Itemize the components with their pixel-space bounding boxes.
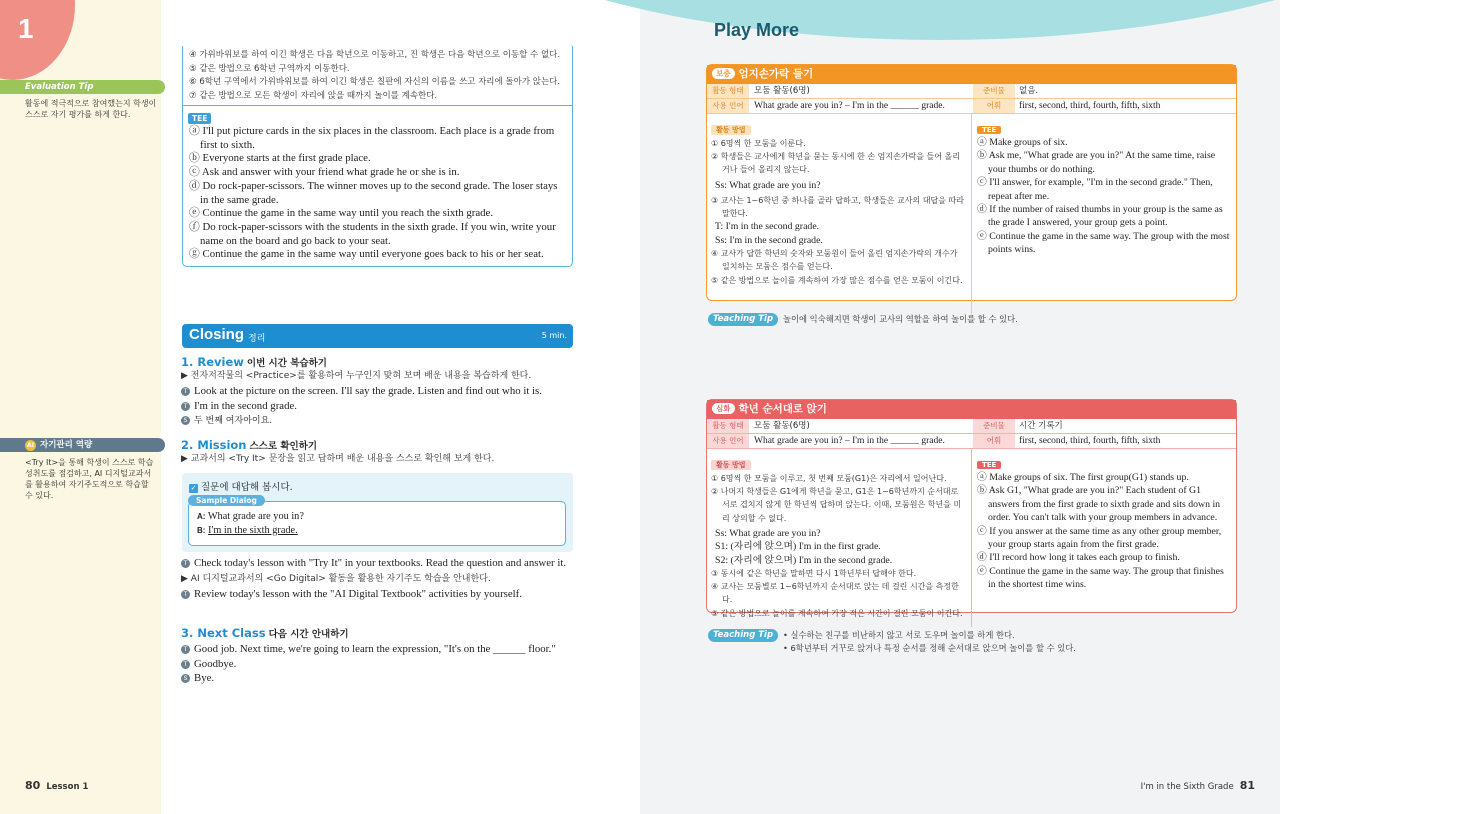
ai-badge-icon: AI — [25, 440, 36, 451]
korean-method: 활동 방법 ① 6명씩 한 모둠을 이루고, 첫 번째 모둠(G1)은 자리에서 일어난다. ② 나머지 학생들은 G1에게 학년을 묻고, G1은 1~6학년까지 순서대로 서로 겹치지 않게 한 학년씩 답하며 앉는다. 이때, 모둠원은 학년을 미리 상의할 수 없다. Ss: What grade are you in? S1: (자리에 앉으며) I'm in the first grade. S2: (자리에 앉으며) I'm in the second grade. ③ 동시에 같은 학년을 말하면 다시 1학년부터 답해야 한다. ④ 교사는 모둠별로 1~6학년까지 순서대로 앉는 데 걸린 시간을 측정한다. ⑤ 같은 방법으로 놀이를 계속하여 가장 적은 시간이 걸린 모둠이 이긴다. — [707, 449, 972, 627]
tee-step: ⓓ Do rock-paper-scissors. The winner moves up to the second grade. The loser stays in the same grade. — [189, 179, 558, 206]
tee-method: TEE ⓐ Make groups of six. The first group(G1) stands up. ⓑ Ask G1, "What grade are you in?" Each student of G1 answers from the first grade to sixth grade and sits down in order. You can't talk with your group members in advance. ⓒ If you answer at the same time as any other group member, your group starts again from the first grade. ⓓ I'll record how long it takes each group to finish. ⓔ Continue the game in the same way. The group that finishes in the shortest time wins. — [977, 461, 1224, 591]
review-section — [181, 355, 576, 429]
check-icon: ✓ — [190, 484, 197, 492]
closing-header: Closing 정리 5 min. — [182, 324, 573, 348]
activity-panel-order — [706, 399, 1237, 618]
panel-header: 보충 엄지손가락 들기 — [707, 65, 1236, 84]
tee-step: ⓐ I'll put picture cards in the six places in the classroom. Each place is a grade from first to sixth. — [189, 125, 555, 151]
tee-label: TEE — [188, 113, 211, 124]
sample-dialog-label: Sample Dialog — [188, 495, 265, 506]
next-class-section — [181, 626, 576, 686]
chapter-number: 1 — [18, 13, 34, 44]
tee-step: ⓑ Everyone starts at the first grade place. — [189, 152, 371, 165]
info-row: 활동 형태 모둠 활동(6명) 준비물 시간 기록기 — [707, 419, 1236, 434]
korean-step: ⑤ 같은 방법으로 6학년 구역까지 이동한다. — [189, 63, 350, 74]
tee-step: ⓕ Do rock-paper-scissors with the students in the sixth grade. If you win, write your name on the board and go back to your seat. — [189, 220, 556, 247]
play-more-heading: Play More — [714, 20, 800, 40]
teaching-tip-label: Teaching Tip — [708, 629, 778, 642]
sidebar — [0, 0, 161, 814]
review-title: 1. Review 이번 시간 복습하기 — [181, 355, 327, 369]
teaching-tip-text: • 실수하는 친구를 비난하지 않고 서로 도우며 놀이를 하게 한다. • 6학년부터 거꾸로 앉거나 특정 순서를 정해 순서대로 앉으며 놀이를 할 수 있다. — [783, 630, 1076, 653]
dialog-line-b: B: I'm in the sixth grade. — [197, 525, 298, 536]
korean-step: ④ 가위바위보를 하여 이긴 학생은 다음 학년으로 이동하고, 진 학생은 다음 학년으로 이동할 수 없다. — [189, 50, 561, 60]
evaluation-tip-text: 활동에 적극적으로 참여했는지 학생이 스스로 자기 평가를 하게 한다. — [25, 99, 157, 119]
tee-method: TEE ⓐ Make groups of six. ⓑ Ask me, "What grade are you in?" At the same time, raise your thumbs or do nothing. ⓒ I'll answer, for example, "I'm in the second grade." Then, repeat after me. ⓓ If the number of raised thumbs in your group is the same as the grade I answered, your group gets a point. ⓔ Continue the game in the same way. The group with the most points wins. — [977, 126, 1230, 256]
mission-instruction: ▶ 교과서의 <Try It> 문장을 읽고 답하며 배운 내용을 스스로 확인해 보게 한다. — [181, 454, 495, 464]
chapter-corner — [0, 0, 75, 80]
mission-title: 2. Mission 스스로 확인하기 — [181, 438, 318, 452]
teaching-tip-label: Teaching Tip — [708, 313, 778, 326]
next-line: T Good job. Next time, we're going to learn the expression, "It's on the ______ floor." — [181, 642, 576, 657]
panel-header: 심화 학년 순서대로 앉기 — [707, 400, 1236, 419]
review-instruction: ▶ 전자저작물의 <Practice>를 활용하여 누구인지 맞혀 보며 배운 내용을 복습하게 한다. — [181, 371, 532, 381]
dialog-line-a: A: What grade are you in? — [197, 511, 304, 522]
next-line: S Bye. — [181, 671, 576, 686]
ai-tip-label: 자기관리 역량 — [0, 438, 165, 452]
mission-line: T Review today's lesson with the "AI Digital Textbook" activities by yourself. — [181, 587, 576, 602]
page-number-left: 80 Lesson 1 — [25, 779, 89, 792]
info-row: 사용 언어 What grade are you in? – I'm in the ______ grade. 어휘 first, second, third, fourth, fifth, sixth — [707, 434, 1236, 449]
review-line: T I'm in the second grade. — [181, 399, 576, 414]
sample-dialog — [182, 473, 573, 552]
activity-panel-thumbs — [706, 64, 1237, 301]
review-line: S 두 번째 여자아이요. — [181, 413, 576, 429]
tee-step: ⓖ Continue the game in the same way until everyone goes back to his or her seat. — [189, 248, 544, 261]
dialog-question: ✓ 질문에 대답해 봅시다. — [190, 482, 293, 493]
mission-section — [181, 438, 576, 467]
info-row: 사용 언어 What grade are you in? – I'm in the ______ grade. 어휘 first, second, third, fourth, fifth, sixth — [707, 99, 1236, 114]
mission-line: T Check today's lesson with "Try It" in your textbooks. Read the question and answer it. — [181, 556, 576, 571]
ai-tip-text: <Try It>을 통해 학생이 스스로 학습 성취도를 점검하고, AI 디지털교과서를 활용하여 자기주도적으로 학습할 수 있다. — [25, 458, 154, 500]
mission-lines — [181, 556, 576, 601]
left-page — [0, 0, 640, 814]
korean-step: ⑥ 6학년 구역에서 가위바위보를 하여 이긴 학생은 칠판에 자신의 이름을 쓰고 자리에 돌아가 앉는다. — [189, 77, 561, 87]
info-row: 활동 형태 모둠 활동(6명) 준비물 없음. — [707, 84, 1236, 99]
tee-step: ⓔ Continue the game in the same way until you reach the sixth grade. — [189, 207, 494, 220]
sample-dialog-box — [188, 501, 566, 546]
page-number-right: I'm in the Sixth Grade 81 — [1140, 779, 1255, 792]
mission-instruction-2: ▶ AI 디지털교과서의 <Go Digital> 활동을 활용한 자기주도 학습을 안내한다. — [181, 573, 491, 584]
review-line: T Look at the picture on the screen. I'll say the grade. Listen and find out who it is. — [181, 384, 576, 399]
tee-step: ⓒ Ask and answer with your friend what grade he or she is in. — [189, 166, 460, 179]
evaluation-tip-label: Evaluation Tip — [0, 80, 165, 94]
next-line: T Goodbye. — [181, 657, 576, 672]
korean-step: ⑦ 같은 방법으로 모든 학생이 자리에 앉을 때까지 놀이를 계속한다. — [189, 90, 438, 101]
korean-method: 활동 방법 ① 6명씩 한 모둠을 이룬다. ② 학생들은 교사에게 학년을 묻는 동시에 한 손 엄지손가락을 들어 올리거나 들어 올리지 않는다. Ss: What grade are you in? ③ 교사는 1~6학년 중 하나를 골라 답하고, 학생들은 교사의 대답을 따라 말한다. T: I'm in the second grade. Ss: I'm in the second grade. ④ 교사가 답한 학년의 숫자와 모둠원이 들어 올린 엄지손가락의 개수가 일치하는 모둠은 점수를 얻는다. ⑤ 같은 방법으로 놀이를 계속하여 가장 많은 점수를 얻은 모둠이 이긴다. — [707, 114, 972, 314]
next-class-title: 3. Next Class 다음 시간 안내하기 — [181, 626, 349, 640]
game-steps-panel — [182, 46, 573, 267]
teaching-tip-text: 놀이에 익숙해지면 학생이 교사의 역할을 하여 놀이를 할 수 있다. — [783, 314, 1018, 324]
